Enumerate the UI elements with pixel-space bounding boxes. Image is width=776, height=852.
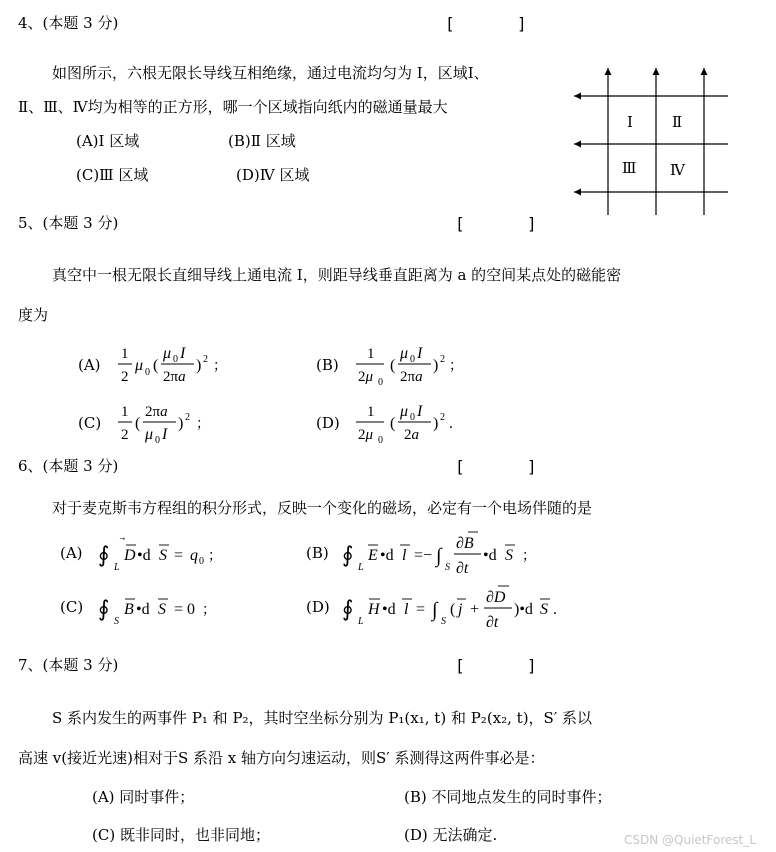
svg-text:(: ( [390,415,396,432]
svg-text:S: S [540,601,548,618]
q7-bracket-right: ] [527,656,537,675]
q6-option-c-formula [94,586,234,630]
svg-text:2μ: 2μ [358,369,374,385]
svg-text:= 0: = 0 [174,601,196,618]
svg-text:2: 2 [203,354,208,365]
q7-option-a: (A) 同时事件； [92,788,195,806]
svg-text:•d: •d [382,601,396,618]
svg-text:2πa: 2πa [163,369,186,385]
svg-text:.: . [553,601,557,618]
q4-option-d: (D)Ⅳ 区域 [236,166,310,184]
svg-text:∂B: ∂B [456,535,474,552]
q6-option-a-label: (A) [60,544,83,562]
q7-header: 7、(本题 3 分) [18,656,119,674]
svg-text:): ) [433,357,439,374]
q4-bracket-right: ] [517,14,527,33]
svg-text:)•d: )•d [514,601,533,618]
q7-option-c: (C) 既非同时，也非同地； [92,826,270,844]
q4-text-line1: 如图所示，六根无限长导线互相绝缘，通过电流均匀为 I，区域Ⅰ、 [52,64,489,82]
svg-text:(: ( [135,415,141,432]
region-1-label: Ⅰ [627,115,633,131]
q6-bracket-left: [ [455,457,465,476]
q5-option-b-label: (B) [316,356,339,374]
svg-text:.: . [449,415,453,432]
svg-text:2: 2 [185,412,190,423]
svg-text:q: q [190,547,198,564]
svg-text:E: E [368,547,378,564]
q4-option-a: (A)Ⅰ 区域 [76,132,140,150]
svg-text:•d: •d [136,601,150,618]
svg-text:2μ: 2μ [358,427,374,443]
svg-text:B: B [124,601,134,618]
svg-text:；: ； [208,549,222,564]
q5-option-b-formula [352,340,472,390]
svg-text:∮: ∮ [98,542,110,567]
svg-text:): ) [178,415,184,432]
svg-text:0: 0 [155,435,160,446]
svg-text:•d: •d [137,547,151,564]
svg-text:•d: •d [380,547,394,564]
q6-header: 6、(本题 3 分) [18,457,119,475]
svg-text:；: ； [449,359,463,374]
svg-text:μ: μ [135,357,144,374]
watermark: CSDN @QuietForest_L [624,833,757,847]
svg-text:2πa: 2πa [400,369,423,385]
q5-option-d-label: (D) [316,414,340,432]
svg-text:•d: •d [483,547,497,564]
svg-text:): ) [433,415,439,432]
svg-text:S: S [441,616,446,627]
svg-text:S: S [445,562,450,573]
q4-header: 4、(本题 3 分) [18,14,119,32]
q6-option-b-formula [340,524,540,582]
q6-option-d-label: (D) [306,598,330,616]
svg-text:=: = [174,547,184,564]
svg-text:2a: 2a [404,427,419,443]
wire-grid-figure [560,60,730,220]
q5-header: 5、(本题 3 分) [18,214,119,232]
svg-text:l: l [402,547,407,564]
q7-text-line1: S 系内发生的两事件 P₁ 和 P₂，其时空坐标分别为 P₁(x₁, t) 和 P₂(x₂, t)，S′ 系以 [52,709,593,727]
svg-text:0: 0 [173,354,178,365]
q4-text-line2: Ⅱ、Ⅲ、Ⅳ均为相等的正方形，哪一个区域指向纸内的磁通量最大 [18,98,448,116]
svg-text:(: ( [450,601,456,618]
svg-text:(: ( [153,357,159,374]
svg-text:∂t: ∂t [486,614,499,631]
svg-text:∮: ∮ [342,542,354,567]
q4-bracket-left: [ [445,14,455,33]
q5-option-a-formula [112,340,232,390]
svg-text:∂D: ∂D [486,589,506,606]
svg-text:j: j [458,601,463,618]
svg-text:∂t: ∂t [456,560,469,577]
q5-option-c-label: (C) [78,414,102,432]
q5-text-line2: 度为 [18,306,49,324]
svg-text:l: l [404,601,409,618]
svg-text:H: H [368,601,380,618]
svg-text:0: 0 [378,377,383,388]
q5-bracket-left: [ [455,214,465,233]
svg-text:∮: ∮ [342,596,354,621]
q7-text-line2: 高速 v(接近光速)相对于S 系沿 x 轴方向匀速运动，则S′ 系测得这两件事必是： [18,749,545,767]
svg-text:μ: μ [400,345,409,362]
svg-text:I: I [417,403,423,420]
svg-text:L: L [114,562,120,573]
svg-text:0: 0 [378,435,383,446]
svg-text:0: 0 [145,367,150,378]
svg-text:S: S [114,616,119,627]
q4-option-b: (B)Ⅱ 区域 [228,132,296,150]
region-2-label: Ⅱ [672,115,683,131]
q7-option-b: (B) 不同地点发生的同时事件； [404,788,612,806]
svg-text:；: ； [522,549,536,564]
svg-text:μ: μ [145,426,154,443]
q6-option-a-formula [94,532,234,576]
svg-text:0: 0 [410,354,415,365]
svg-text:=−: =− [414,547,433,564]
svg-text:2πa: 2πa [145,404,168,420]
svg-text:I: I [417,345,423,362]
q7-option-d: (D) 无法确定. [404,826,498,844]
q4-option-c: (C)Ⅲ 区域 [76,166,149,184]
svg-text:；: ； [213,359,227,374]
svg-text:∫: ∫ [432,599,438,621]
svg-text:；: ； [196,417,210,432]
svg-text:I: I [180,345,186,362]
q6-option-d-formula [340,578,570,636]
q6-option-c-label: (C) [60,598,84,616]
svg-text:μ: μ [163,345,172,362]
svg-text:I: I [162,426,168,443]
svg-text:(: ( [390,357,396,374]
svg-text:∮: ∮ [98,596,110,621]
q5-bracket-right: ] [527,214,537,233]
svg-text:2: 2 [440,412,445,423]
svg-text:1: 1 [367,404,375,420]
region-3-label: Ⅲ [622,161,637,177]
q5-option-c-formula [112,398,232,448]
q6-bracket-right: ] [527,457,537,476]
svg-text:D: D [124,547,136,564]
svg-text:L: L [358,562,364,573]
svg-text:=: = [416,601,426,618]
svg-text:+: + [470,601,480,618]
q5-option-a-label: (A) [78,356,101,374]
svg-text:L: L [358,616,364,627]
svg-text:0: 0 [199,556,204,567]
svg-text:0: 0 [410,412,415,423]
svg-text:⃗ [119,537,125,540]
svg-text:1: 1 [121,404,129,420]
svg-text:2: 2 [121,427,129,443]
q6-option-b-label: (B) [306,544,329,562]
q5-option-d-formula [352,398,472,448]
q6-text: 对于麦克斯韦方程组的积分形式，反映一个变化的磁场，必定有一个电场伴随的是 [52,499,593,517]
svg-text:S: S [505,547,513,564]
q5-text-line1: 真空中一根无限长直细导线上通电流 I，则距导线垂直距离为 a 的空间某点处的磁能密 [52,266,622,284]
svg-text:2: 2 [440,354,445,365]
svg-text:μ: μ [400,403,409,420]
svg-text:): ) [196,357,202,374]
svg-text:2: 2 [121,369,129,385]
svg-text:∫: ∫ [436,545,442,567]
q7-bracket-left: [ [455,656,465,675]
svg-text:1: 1 [367,346,375,362]
svg-text:；: ； [202,603,216,618]
svg-text:1: 1 [121,346,129,362]
svg-text:S: S [159,547,167,564]
region-4-label: Ⅳ [670,163,685,179]
svg-text:S: S [158,601,166,618]
